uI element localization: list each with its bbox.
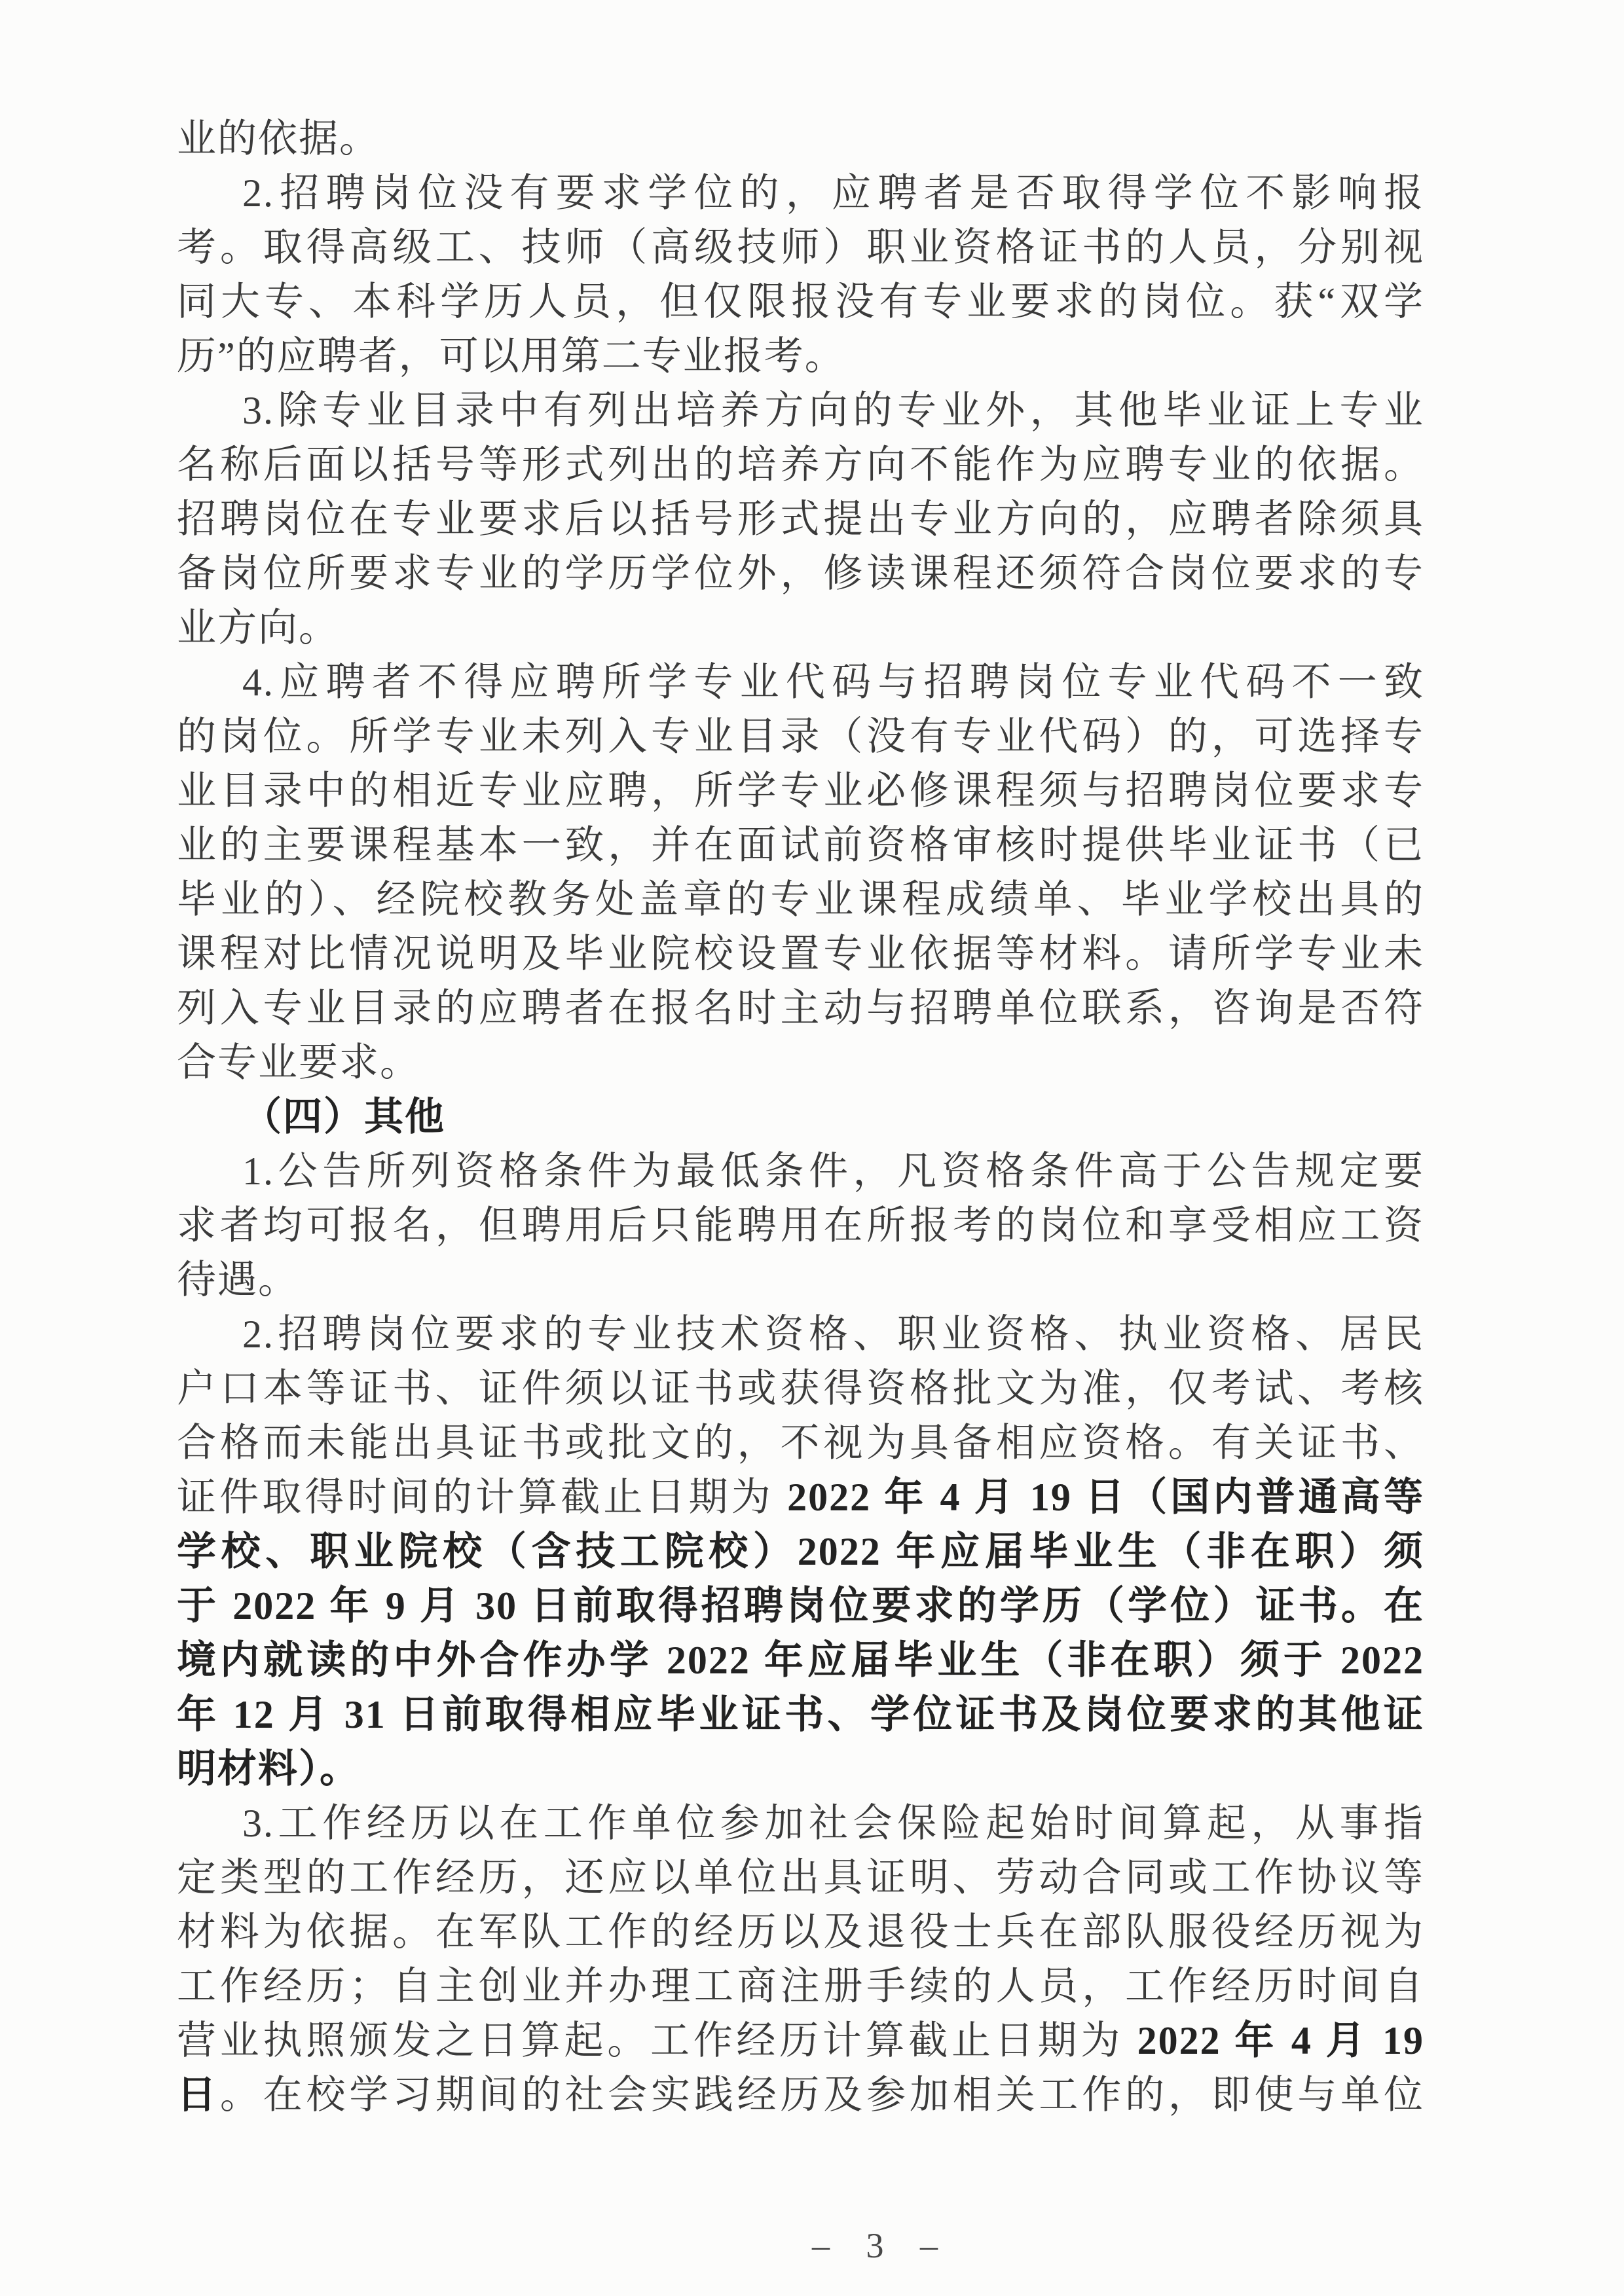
bold-text-run: （四）其他 [242, 1095, 445, 1139]
text-line [177, 1470, 1424, 1525]
text-line [177, 2068, 1424, 2123]
text-line [177, 1633, 1424, 1688]
text-line [177, 1905, 1424, 1959]
bold-text-run: 明材料）。 [177, 1747, 360, 1791]
text-line [177, 329, 1424, 384]
text-line [177, 547, 1424, 601]
text-run: 材料为依据。在军队工作的经历以及退役士兵在部队服役经历视为 [177, 1910, 1424, 1954]
text-run: 业方向。 [177, 606, 339, 649]
text-line [177, 438, 1424, 492]
text-line [177, 1579, 1424, 1633]
text-line [177, 1090, 1424, 1144]
text-run: 4.应聘者不得应聘所学专业代码与招聘岗位专业代码不一致 [242, 661, 1424, 704]
text-line [177, 818, 1424, 873]
text-run: 名称后面以括号等形式列出的培养方向不能作为应聘专业的依据。 [177, 443, 1424, 486]
text-run: 业的主要课程基本一致，并在面试前资格审核时提供毕业证书（已 [177, 824, 1424, 867]
text-line [177, 710, 1424, 764]
bold-text-run: 学校、职业院校（含技工院校）2022 年应届毕业生（非在职）须 [177, 1530, 1424, 1573]
text-line [177, 1796, 1424, 1851]
text-line [177, 1253, 1424, 1307]
text-line [177, 166, 1424, 221]
text-line [177, 873, 1424, 927]
text-line [177, 981, 1424, 1036]
text-run: 历”的应聘者，可以用第二专业报考。 [177, 335, 845, 378]
text-run: 。在校学习期间的社会实践经历及参加相关工作的，即使与单位 [219, 2073, 1425, 2117]
text-run: 合格而未能出具证书或批文的，不视为具备相应资格。有关证书、 [177, 1421, 1424, 1465]
text-line [177, 1525, 1424, 1579]
text-run: 户口本等证书、证件须以证书或获得资格批文为准，仅考试、考核 [177, 1367, 1424, 1410]
text-line [177, 1362, 1424, 1416]
text-run: 工作经历；自主创业并办理工商注册手续的人员，工作经历时间自 [177, 1965, 1424, 2008]
text-run: 2.招聘岗位要求的专业技术资格、职业资格、执业资格、居民 [242, 1313, 1424, 1356]
text-line [177, 492, 1424, 547]
text-line [177, 1851, 1424, 1905]
text-line [177, 275, 1424, 329]
text-run: 合专业要求。 [177, 1041, 420, 1084]
text-run: 业的依据。 [177, 117, 380, 160]
text-run: 毕业的）、经院校教务处盖章的专业课程成绩单、毕业学校出具的 [177, 878, 1424, 921]
text-line [177, 927, 1424, 981]
text-line [177, 1959, 1424, 2014]
bold-text-run: 年 12 月 31 日前取得相应毕业证书、学位证书及岗位要求的其他证 [177, 1693, 1424, 1736]
text-run: 课程对比情况说明及毕业院校设置专业依据等材料。请所学专业未 [177, 932, 1424, 975]
text-line [177, 601, 1424, 655]
text-run: 待遇。 [177, 1258, 299, 1302]
text-run: 考。取得高级工、技师（高级技师）职业资格证书的人员，分别视 [177, 226, 1424, 269]
text-line [177, 764, 1424, 818]
text-run: 2.招聘岗位没有要求学位的，应聘者是否取得学位不影响报 [242, 172, 1424, 215]
text-line [177, 1144, 1424, 1199]
bold-text-run: 2022 年 4 月 19 [1137, 2019, 1425, 2062]
text-line [177, 1416, 1424, 1470]
bold-text-run: 于 2022 年 9 月 30 日前取得招聘岗位要求的学历（学位）证书。在 [177, 1584, 1424, 1628]
text-line [177, 1036, 1424, 1090]
text-run: 列入专业目录的应聘者在报名时主动与招聘单位联系，咨询是否符 [177, 987, 1424, 1030]
text-line [177, 1742, 1424, 1796]
text-run: 3.除专业目录中有列出培养方向的专业外，其他毕业证上专业 [242, 389, 1424, 432]
text-line [177, 2014, 1424, 2068]
text-run: 的岗位。所学专业未列入专业目录（没有专业代码）的，可选择专 [177, 715, 1424, 758]
text-line [177, 1199, 1424, 1253]
text-run: 求者均可报名，但聘用后只能聘用在所报考的岗位和享受相应工资 [177, 1204, 1424, 1247]
text-line [177, 384, 1424, 438]
text-line [177, 112, 1424, 166]
text-run: 证件取得时间的计算截止日期为 [177, 1476, 788, 1519]
bold-text-run: 境内就读的中外合作办学 2022 年应届毕业生（非在职）须于 2022 [177, 1639, 1424, 1682]
text-run: 3.工作经历以在工作单位参加社会保险起始时间算起，从事指 [242, 1802, 1424, 1845]
text-run: 招聘岗位在专业要求后以括号形式提出专业方向的，应聘者除须具 [177, 498, 1424, 541]
text-run: 定类型的工作经历，还应以单位出具证明、劳动合同或工作协议等 [177, 1856, 1424, 1899]
text-run: 备岗位所要求专业的学历学位外，修读课程还须符合岗位要求的专 [177, 552, 1424, 595]
text-run: 同大专、本科学历人员，但仅限报没有专业要求的岗位。获“双学 [177, 280, 1424, 323]
text-line [177, 1688, 1424, 1742]
bold-text-run: 日 [177, 2073, 220, 2117]
text-line [177, 1307, 1424, 1362]
text-run: 业目录中的相近专业应聘，所学专业必修课程须与招聘岗位要求专 [177, 769, 1424, 812]
document-body [177, 112, 1424, 2123]
text-run: 1.公告所列资格条件为最低条件，凡资格条件高于公告规定要 [242, 1150, 1424, 1193]
page-footer [0, 2187, 1624, 2296]
page-number: – 3 – [812, 2226, 942, 2265]
text-line [177, 655, 1424, 710]
text-line [177, 221, 1424, 275]
bold-text-run: 2022 年 4 月 19 日（国内普通高等 [787, 1476, 1425, 1519]
text-run: 营业执照颁发之日算起。工作经历计算截止日期为 [177, 2019, 1137, 2062]
